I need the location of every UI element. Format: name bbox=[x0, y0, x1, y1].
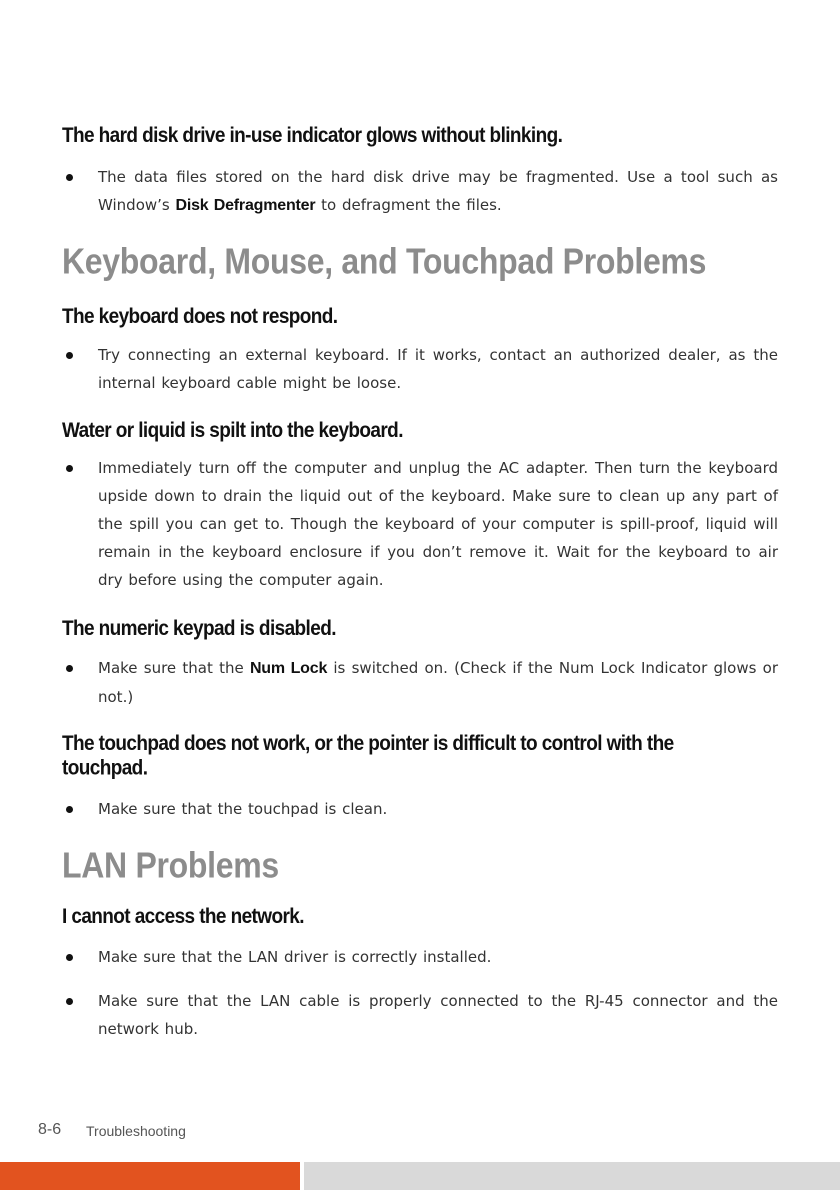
num-lock-keyword: Num Lock bbox=[249, 660, 328, 677]
footer-gray-bar bbox=[304, 1162, 840, 1190]
list-item bbox=[62, 341, 778, 397]
lan-section-title: LAN Problems bbox=[62, 845, 279, 886]
page-number: 8-6 bbox=[38, 1121, 62, 1138]
keyboard-bullet-text: Try connecting an external keyboard. If it works, contact an authorized dealer, as the internal keyboard cable might be loose. bbox=[98, 346, 778, 392]
list-item bbox=[62, 987, 778, 1043]
water-issue-heading: Water or liquid is spilt into the keyboard. bbox=[62, 419, 403, 443]
bullet-icon bbox=[66, 954, 73, 961]
list-item bbox=[62, 163, 778, 220]
bullet-icon bbox=[66, 665, 73, 672]
bullet-icon bbox=[66, 998, 73, 1005]
keyboard-section-title: Keyboard, Mouse, and Touchpad Problems bbox=[62, 241, 707, 282]
numpad-issue-heading: The numeric keypad is disabled. bbox=[62, 617, 336, 641]
bullet-icon bbox=[66, 465, 73, 472]
lan-issue-heading: I cannot access the network. bbox=[62, 905, 304, 929]
chapter-label: Troubleshooting bbox=[86, 1123, 186, 1139]
bullet-icon bbox=[66, 806, 73, 813]
text-run: is switched on. (Check if the Num Lock Indicator glows or not.) bbox=[98, 659, 779, 706]
lan-bullet-1-text: Make sure that the LAN driver is correctly installed. bbox=[98, 948, 492, 966]
text-run: Make sure that the bbox=[98, 659, 250, 677]
hdd-issue-heading: The hard disk drive in-use indicator glows without blinking. bbox=[62, 124, 563, 148]
heading-line: touchpad. bbox=[62, 756, 148, 781]
touchpad-bullet-text: Make sure that the touchpad is clean. bbox=[98, 800, 388, 818]
lan-bullet-2-text: Make sure that the LAN cable is properly connected to the RJ-45 connector and the network hub. bbox=[98, 992, 778, 1038]
footer-accent-bar bbox=[0, 1162, 300, 1190]
water-bullet-text: Immediately turn off the computer and unplug the AC adapter. Then turn the keyboard upside down to drain the liquid out of the keyboard. Make sure to clean up any part of the spill you can get to. Though the keyboard of your computer is spill-proof, liquid will remain in the keyboard enclosure if you don’t remove it. Wait for the keyboard to air dry before using the computer again. bbox=[98, 459, 778, 589]
list-item bbox=[62, 454, 778, 594]
touchpad-issue-heading bbox=[62, 732, 674, 781]
text-run: to defragment the files. bbox=[315, 196, 502, 214]
keyboard-issue-heading: The keyboard does not respond. bbox=[62, 305, 338, 329]
hdd-bullet-text bbox=[98, 163, 778, 220]
list-item bbox=[62, 795, 778, 823]
disk-defragmenter-keyword: Disk Defragmenter bbox=[175, 197, 316, 214]
numpad-bullet-text bbox=[98, 654, 778, 711]
list-item bbox=[62, 654, 778, 711]
heading-line: The touchpad does not work, or the pointer is difficult to control with the bbox=[62, 732, 674, 756]
list-item bbox=[62, 943, 778, 971]
text-run: The data files stored on the hard disk drive may be fragmented. Use a tool such as Window’s bbox=[98, 168, 778, 214]
bullet-icon bbox=[66, 352, 73, 359]
bullet-icon bbox=[66, 174, 73, 181]
